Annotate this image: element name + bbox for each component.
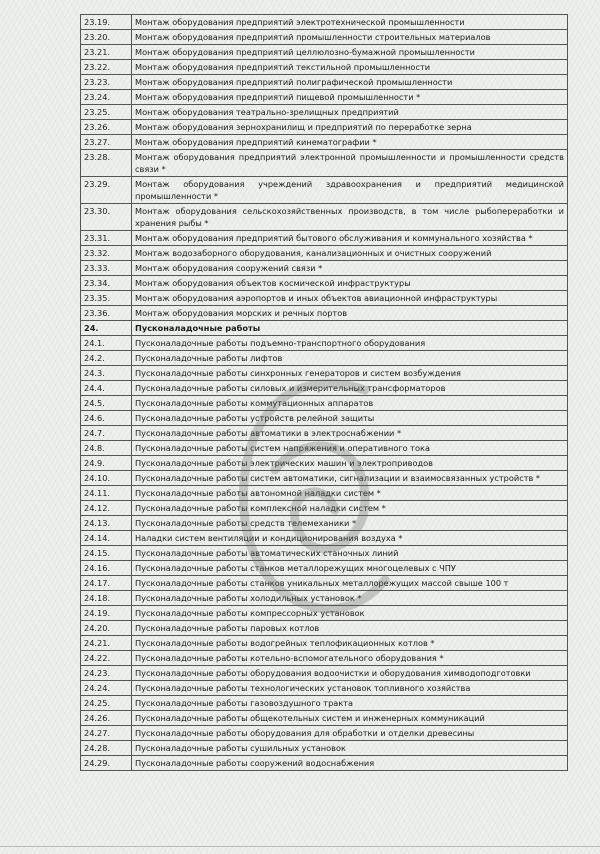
table-row — [81, 381, 568, 396]
row-text: Пусконаладочные работы синхронных генераторов и систем возбуждения — [132, 366, 568, 381]
table-row — [81, 681, 568, 696]
table-row — [81, 150, 568, 177]
row-number: 23.35. — [81, 291, 132, 306]
row-text: Монтаж оборудования предприятий электронной промышленности и промышленности средств связи * — [132, 150, 568, 177]
row-text: Монтаж оборудования предприятий полиграфической промышленности — [132, 75, 568, 90]
row-number: 24.8. — [81, 441, 132, 456]
row-number: 23.27. — [81, 135, 132, 150]
row-number: 23.23. — [81, 75, 132, 90]
row-text: Пусконаладочные работы автономной наладки систем * — [132, 486, 568, 501]
row-number: 23.33. — [81, 261, 132, 276]
table-row — [81, 636, 568, 651]
table-row — [81, 45, 568, 60]
table-row — [81, 90, 568, 105]
table-row — [81, 396, 568, 411]
table-row — [81, 696, 568, 711]
table-row — [81, 30, 568, 45]
table-row — [81, 501, 568, 516]
row-text: Монтаж оборудования учреждений здравоохранения и предприятий медицинской промышленности * — [132, 177, 568, 204]
table-row — [81, 351, 568, 366]
table-row — [81, 726, 568, 741]
row-number: 24.13. — [81, 516, 132, 531]
row-number: 24.7. — [81, 426, 132, 441]
row-number: 24.17. — [81, 576, 132, 591]
row-number: 24.29. — [81, 756, 132, 771]
row-text: Пусконаладочные работы газовоздушного тракта — [132, 696, 568, 711]
row-text: Монтаж оборудования предприятий кинематографии * — [132, 135, 568, 150]
row-text: Пусконаладочные работы — [132, 321, 568, 336]
table-row — [81, 204, 568, 231]
table-row — [81, 621, 568, 636]
table-row — [81, 60, 568, 75]
row-text: Монтаж оборудования объектов космической инфраструктуры — [132, 276, 568, 291]
row-text: Пусконаладочные работы оборудования для обработки и отделки древесины — [132, 726, 568, 741]
table-row — [81, 441, 568, 456]
table-row — [81, 306, 568, 321]
row-text: Пусконаладочные работы средств телемеханики * — [132, 516, 568, 531]
row-number: 24.4. — [81, 381, 132, 396]
row-text: Пусконаладочные работы общекотельных систем и инженерных коммуникаций — [132, 711, 568, 726]
row-text: Пусконаладочные работы систем автоматики, сигнализации и взаимосвязанных устройств * — [132, 471, 568, 486]
row-number: 24.18. — [81, 591, 132, 606]
row-number: 24.10. — [81, 471, 132, 486]
row-number: 24.9. — [81, 456, 132, 471]
row-number: 23.19. — [81, 15, 132, 30]
row-text: Монтаж оборудования сельскохозяйственных производств, в том числе рыбопереработки и хранения рыбы * — [132, 204, 568, 231]
document-sheet — [80, 14, 568, 771]
row-number: 24.22. — [81, 651, 132, 666]
row-number: 24.21. — [81, 636, 132, 651]
table-row — [81, 321, 568, 336]
table-row — [81, 15, 568, 30]
row-number: 23.31. — [81, 231, 132, 246]
row-number: 23.32. — [81, 246, 132, 261]
row-number: 24.3. — [81, 366, 132, 381]
row-text: Монтаж оборудования предприятий текстильной промышленности — [132, 60, 568, 75]
row-text: Пусконаладочные работы систем напряжения и оперативного тока — [132, 441, 568, 456]
row-text: Монтаж оборудования аэропортов и иных объектов авиационной инфраструктуры — [132, 291, 568, 306]
row-text: Пусконаладочные работы силовых и измерительных трансформаторов — [132, 381, 568, 396]
row-text: Пусконаладочные работы водогрейных теплофикационных котлов * — [132, 636, 568, 651]
row-number: 23.22. — [81, 60, 132, 75]
row-number: 24.14. — [81, 531, 132, 546]
page-bottom-border — [0, 846, 600, 847]
row-number: 23.30. — [81, 204, 132, 231]
table-row — [81, 120, 568, 135]
table-row — [81, 546, 568, 561]
row-number: 24.24. — [81, 681, 132, 696]
row-number: 23.26. — [81, 120, 132, 135]
row-text: Пусконаладочные работы сооружений водоснабжения — [132, 756, 568, 771]
row-text: Монтаж оборудования предприятий целлюлозно-бумажной промышленности — [132, 45, 568, 60]
row-number: 24.25. — [81, 696, 132, 711]
row-number: 24.11. — [81, 486, 132, 501]
row-number: 24.5. — [81, 396, 132, 411]
table-row — [81, 426, 568, 441]
row-text: Пусконаладочные работы автоматики в электроснабжении * — [132, 426, 568, 441]
row-text: Монтаж оборудования предприятий электротехнической промышленности — [132, 15, 568, 30]
row-text: Пусконаладочные работы подъемно-транспортного оборудования — [132, 336, 568, 351]
table-row — [81, 516, 568, 531]
row-text: Пусконаладочные работы комплексной наладки систем * — [132, 501, 568, 516]
row-text: Пусконаладочные работы технологических установок топливного хозяйства — [132, 681, 568, 696]
table-row — [81, 246, 568, 261]
row-text: Монтаж оборудования сооружений связи * — [132, 261, 568, 276]
row-number: 24.16. — [81, 561, 132, 576]
table-row — [81, 471, 568, 486]
row-text: Пусконаладочные работы оборудования водоочистки и оборудования химводоподготовки — [132, 666, 568, 681]
works-table-body — [81, 15, 568, 771]
row-number: 23.24. — [81, 90, 132, 105]
table-row — [81, 366, 568, 381]
row-text: Пусконаладочные работы станков металлорежущих многоцелевых с ЧПУ — [132, 561, 568, 576]
row-text: Монтаж оборудования предприятий промышленности строительных материалов — [132, 30, 568, 45]
row-number: 23.20. — [81, 30, 132, 45]
row-number: 23.29. — [81, 177, 132, 204]
table-row — [81, 591, 568, 606]
works-table — [80, 14, 568, 771]
row-text: Пусконаладочные работы коммутационных аппаратов — [132, 396, 568, 411]
table-row — [81, 651, 568, 666]
table-row — [81, 531, 568, 546]
table-row — [81, 576, 568, 591]
table-row — [81, 606, 568, 621]
row-text: Пусконаладочные работы устройств релейной защиты — [132, 411, 568, 426]
row-number: 24.6. — [81, 411, 132, 426]
table-row — [81, 291, 568, 306]
row-number: 23.34. — [81, 276, 132, 291]
row-text: Пусконаладочные работы холодильных установок * — [132, 591, 568, 606]
table-row — [81, 411, 568, 426]
row-number: 23.21. — [81, 45, 132, 60]
row-number: 24.1. — [81, 336, 132, 351]
table-row — [81, 261, 568, 276]
row-text: Монтаж оборудования предприятий бытового обслуживания и коммунального хозяйства * — [132, 231, 568, 246]
table-row — [81, 105, 568, 120]
row-text: Пусконаладочные работы станков уникальных металлорежущих массой свыше 100 т — [132, 576, 568, 591]
table-row — [81, 177, 568, 204]
table-row — [81, 666, 568, 681]
row-text: Пусконаладочные работы котельно-вспомогательного оборудования * — [132, 651, 568, 666]
table-row — [81, 756, 568, 771]
row-text: Пусконаладочные работы лифтов — [132, 351, 568, 366]
row-text: Наладки систем вентиляции и кондиционирования воздуха * — [132, 531, 568, 546]
row-text: Монтаж оборудования предприятий пищевой промышленности * — [132, 90, 568, 105]
row-number: 24.28. — [81, 741, 132, 756]
table-row — [81, 336, 568, 351]
table-row — [81, 75, 568, 90]
row-text: Пусконаладочные работы автоматических станочных линий — [132, 546, 568, 561]
row-number: 24. — [81, 321, 132, 336]
table-row — [81, 456, 568, 471]
table-row — [81, 135, 568, 150]
row-text: Монтаж оборудования морских и речных портов — [132, 306, 568, 321]
row-number: 24.12. — [81, 501, 132, 516]
table-row — [81, 561, 568, 576]
table-row — [81, 276, 568, 291]
table-row — [81, 711, 568, 726]
row-number: 23.25. — [81, 105, 132, 120]
row-text: Пусконаладочные работы компрессорных установок — [132, 606, 568, 621]
row-number: 24.27. — [81, 726, 132, 741]
row-number: 24.23. — [81, 666, 132, 681]
row-number: 24.15. — [81, 546, 132, 561]
row-text: Пусконаладочные работы паровых котлов — [132, 621, 568, 636]
row-number: 24.2. — [81, 351, 132, 366]
row-text: Пусконаладочные работы сушильных установок — [132, 741, 568, 756]
row-text: Монтаж оборудования театрально-зрелищных предприятий — [132, 105, 568, 120]
row-text: Пусконаладочные работы электрических машин и электроприводов — [132, 456, 568, 471]
row-number: 24.26. — [81, 711, 132, 726]
table-row — [81, 486, 568, 501]
row-text: Монтаж оборудования зернохранилищ и предприятий по переработке зерна — [132, 120, 568, 135]
row-text: Монтаж водозаборного оборудования, канализационных и очистных сооружений — [132, 246, 568, 261]
row-number: 24.20. — [81, 621, 132, 636]
row-number: 23.36. — [81, 306, 132, 321]
table-row — [81, 741, 568, 756]
row-number: 24.19. — [81, 606, 132, 621]
table-row — [81, 231, 568, 246]
row-number: 23.28. — [81, 150, 132, 177]
